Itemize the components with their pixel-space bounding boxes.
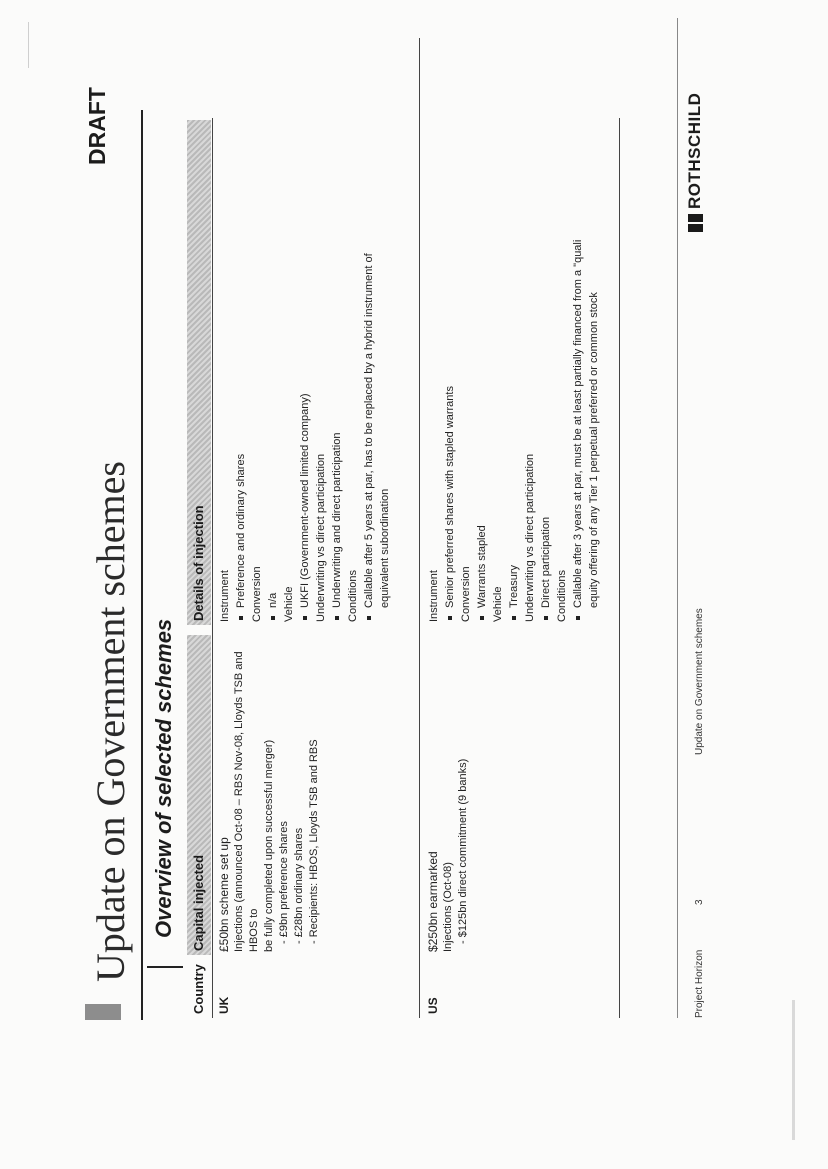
title-rule	[141, 110, 143, 1020]
scan-edge-mark	[28, 22, 29, 68]
detail-bullet: Underwriting and direct participation	[329, 22, 345, 622]
detail-label: Conditions	[347, 570, 359, 622]
row-divider	[419, 38, 420, 1018]
table-end-rule	[619, 118, 620, 1018]
detail-label: Conversion	[251, 566, 263, 622]
country-uk: UK	[217, 996, 231, 1014]
column-header-details: Details of injection	[187, 120, 211, 625]
capital-lead: $250bn earmarked	[426, 851, 440, 952]
detail-label: Instrument	[219, 570, 231, 622]
capital-line: Injections (announced Oct-08 – RBS Nov-08, Lloyds TSB and HBOS to	[233, 651, 260, 952]
capital-line: be fully completed upon successful merger)	[263, 739, 275, 952]
detail-label: Conditions	[556, 570, 568, 622]
column-header-capital: Capital injected	[187, 635, 211, 955]
detail-bullet: Preference and ordinary shares	[233, 22, 249, 622]
header-rule	[212, 118, 213, 1018]
detail-bullet: Senior preferred shares with stapled warrants	[442, 22, 458, 622]
capital-injected-us	[426, 627, 471, 952]
country-us: US	[426, 997, 440, 1014]
detail-label: Conversion	[460, 566, 472, 622]
detail-bullet: n/a	[265, 22, 281, 622]
detail-label: Instrument	[428, 570, 440, 622]
rotated-slide	[79, 0, 779, 1100]
page-title: Update on Government schemes	[88, 461, 133, 982]
detail-label: Vehicle	[283, 586, 295, 622]
detail-bullet	[361, 22, 393, 622]
logo-text: ROTHSCHILD	[685, 92, 704, 209]
capital-lead: £50bn scheme set up	[217, 837, 231, 952]
scan-edge-mark	[792, 1000, 795, 1140]
capital-item: - £9bn preference shares	[278, 821, 290, 944]
detail-label: Vehicle	[492, 586, 504, 622]
detail-label: Underwriting vs direct participation	[315, 453, 327, 622]
capital-item: - Recipients: HBOS, Lloyds TSB and RBS	[308, 739, 320, 944]
capital-injected-uk	[217, 627, 322, 952]
detail-bullet-text: Callable after 5 years at par, has to be replaced by a hybrid instrument of	[363, 253, 375, 608]
details-uk	[217, 22, 393, 622]
footer-project: Project Horizon	[694, 949, 705, 1018]
column-header-country: Country	[191, 964, 206, 1014]
details-us	[426, 22, 602, 622]
footer-page-number: 3	[694, 899, 705, 905]
capital-item: - $125bn direct commitment (9 banks)	[457, 758, 469, 944]
footer-rule	[677, 18, 678, 1018]
section-subtitle: Overview of selected schemes	[151, 618, 176, 938]
detail-bullet: UKFI (Government-owned limited company)	[297, 22, 313, 622]
capital-line: Injections (Oct-08)	[442, 862, 454, 952]
logo-mark-icon	[688, 214, 703, 222]
logo-mark-icon	[688, 224, 703, 232]
capital-item: - £28bn ordinary shares	[293, 827, 305, 944]
detail-label: Underwriting vs direct participation	[524, 453, 536, 622]
subtitle-divider	[147, 966, 183, 968]
detail-bullet: Treasury	[506, 22, 522, 622]
detail-bullet-text: equity offering of any Tier 1 perpetual preferred or common stock	[588, 292, 600, 608]
title-accent-bar	[85, 1004, 121, 1020]
detail-bullet	[570, 22, 602, 622]
detail-bullet: Warrants stapled	[474, 22, 490, 622]
detail-bullet-text: Callable after 3 years at par, must be at least partially financed from a "quali	[572, 239, 584, 608]
draft-label: DRAFT	[84, 87, 110, 165]
detail-bullet: Direct participation	[538, 22, 554, 622]
rothschild-logo	[685, 93, 705, 232]
detail-bullet-text: equivalent subordination	[379, 488, 391, 608]
footer-section: Update on Government schemes	[694, 608, 705, 755]
